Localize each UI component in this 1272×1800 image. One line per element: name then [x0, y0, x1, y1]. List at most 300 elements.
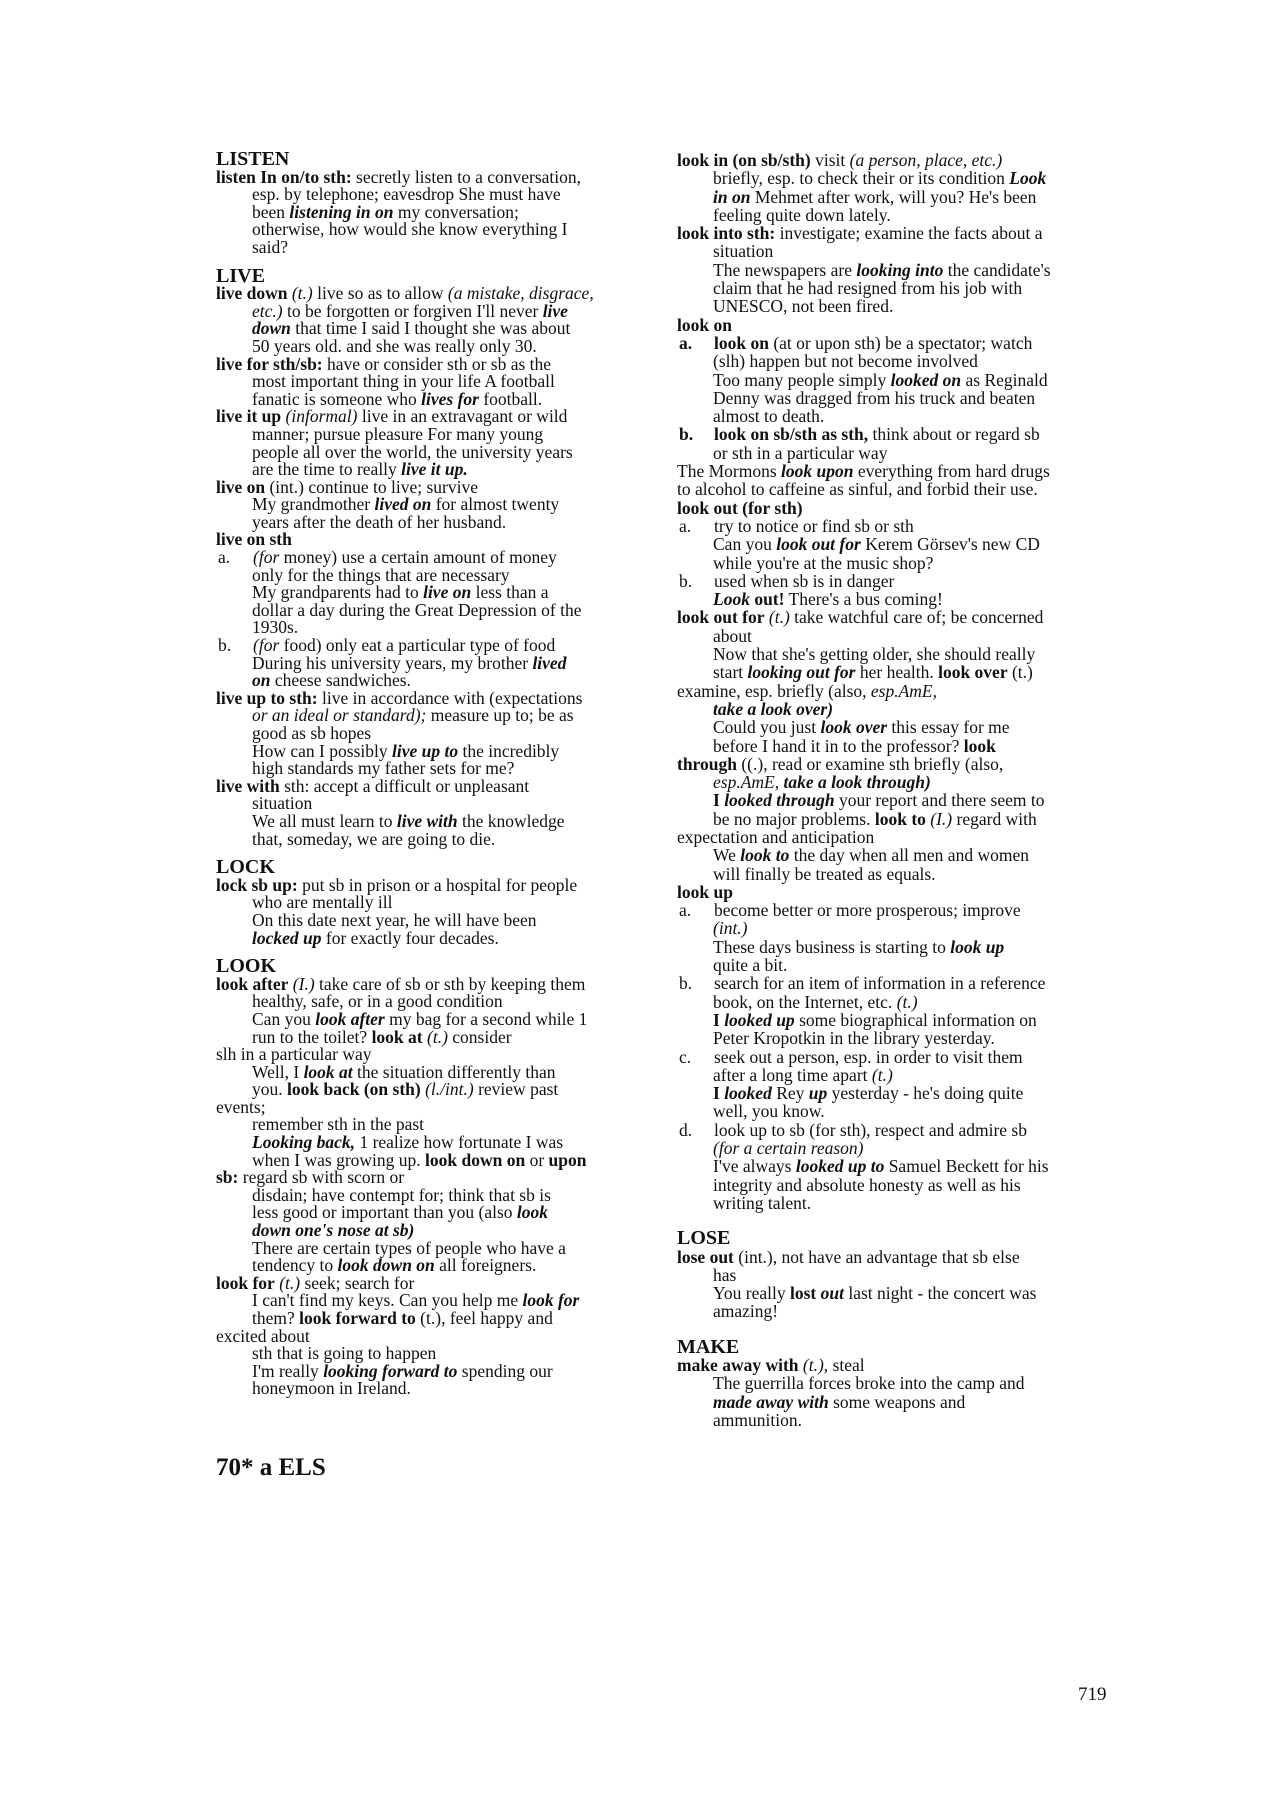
headword-text: look up — [677, 881, 733, 902]
body-text: seek; search for — [300, 1272, 415, 1293]
headword-text: look out for — [677, 607, 765, 628]
body-text: them? — [252, 1308, 300, 1328]
body-text: Too many people simply — [713, 369, 891, 390]
entry-line — [677, 1102, 1127, 1120]
body-text: healthy, safe, or in a good condition — [252, 991, 503, 1012]
entry-line — [677, 1011, 1127, 1029]
body-text: will finally be treated as equals. — [713, 863, 936, 884]
example-phrase: Look — [713, 589, 750, 610]
body-text: UNESCO, not been fired. — [713, 296, 894, 317]
entry-line — [216, 1081, 656, 1099]
entry-line — [677, 169, 1127, 187]
headword-text: look after — [216, 973, 289, 994]
entry-line — [677, 956, 1127, 974]
example-phrase: down — [252, 318, 291, 339]
body-text: sth: accept a difficult or unpleasant — [279, 775, 530, 796]
body-text: good as sb hopes — [252, 723, 372, 743]
example-phrase: look down on — [337, 1255, 435, 1276]
body-text: almost to death. — [713, 406, 825, 427]
body-text: events; — [216, 1096, 266, 1117]
italic-note: (t.) — [291, 283, 313, 304]
entry-line — [677, 700, 1127, 718]
body-text: tendency to — [252, 1255, 338, 1276]
entry-line — [677, 334, 1127, 352]
headword-text: look in (on sb/sth) — [677, 150, 811, 170]
entry-line — [677, 608, 1127, 626]
italic-note: (t.) — [427, 1026, 448, 1047]
body-text: high standards my father sets for me? — [252, 758, 515, 779]
entry-line — [677, 919, 1127, 937]
italic-note: (for — [253, 635, 280, 656]
body-text: everything from hard drugs — [853, 461, 1050, 482]
italic-note: (t.), — [802, 1355, 829, 1375]
entry-line — [677, 1374, 1127, 1392]
entry-line — [677, 682, 1127, 700]
headword-text: lost — [789, 1283, 817, 1304]
body-text: These days business is starting to — [713, 936, 951, 957]
entry-line — [677, 1302, 1127, 1320]
entry-line — [677, 535, 1127, 553]
headword-text: I — [713, 1009, 725, 1030]
body-text: for almost twenty — [431, 494, 560, 515]
body-text: otherwise, how would she know everything I — [252, 219, 568, 240]
entry-line — [677, 1139, 1127, 1157]
body-text: some weapons and — [828, 1391, 966, 1412]
body-text: integrity and absolute honesty as well as his — [713, 1174, 1021, 1195]
body-text: There are certain types of people who have a — [252, 1237, 566, 1258]
body-text: writing talent. — [713, 1192, 812, 1213]
entry-line — [677, 791, 1127, 809]
body-text: manner; pursue pleasure For many young — [252, 423, 544, 444]
headword-text: look at — [371, 1026, 423, 1047]
body-text: the incredibly — [458, 740, 560, 761]
body-text: your report and there seem to — [834, 790, 1045, 811]
headword-text: make away with — [677, 1355, 799, 1375]
body-text: take care of sb or sth by keeping them — [314, 973, 586, 994]
body-text: while you're at the music shop? — [713, 552, 934, 573]
headword-text: live on — [216, 476, 266, 497]
body-text: become better or more prosperous; improve — [714, 900, 1021, 921]
entry-line — [677, 554, 1127, 572]
body-text: most important thing in your life A football — [252, 371, 555, 392]
entry-line — [677, 810, 1127, 828]
entry-line — [216, 927, 656, 948]
entry-line — [677, 188, 1127, 206]
headword-text: live on sth — [216, 529, 292, 550]
example-phrase: look at — [303, 1061, 353, 1082]
italic-note: (t.) — [896, 991, 918, 1012]
body-text: that, someday, we are going to die. — [252, 828, 496, 849]
entry-line — [677, 1248, 1127, 1266]
headword-text: look — [963, 735, 996, 756]
headword-text: through — [677, 753, 737, 774]
sense-label: d. — [679, 1119, 693, 1140]
body-text: ammunition. — [713, 1409, 802, 1430]
body-text: 50 years old. and she was really only 30. — [252, 335, 537, 356]
example-phrase: look up — [950, 936, 1005, 957]
body-text: this essay for me — [887, 717, 1010, 738]
body-text: last night - the concert was — [843, 1283, 1037, 1304]
example-phrase: take a look through) — [783, 772, 931, 793]
body-text: honeymoon in Ireland. — [252, 1378, 411, 1399]
body-text: Can you — [713, 534, 777, 555]
headword-text: look on — [677, 314, 732, 335]
body-text: (int.) continue to live; survive — [265, 476, 478, 497]
italic-note: etc.) — [252, 300, 283, 321]
sense-label: a. — [679, 515, 692, 536]
body-text: or sth in a particular way — [713, 442, 888, 463]
example-phrase: in on — [713, 186, 751, 207]
italic-note: (I.) — [292, 973, 315, 994]
entry-line — [677, 1266, 1127, 1284]
section-heading — [677, 1335, 1127, 1358]
body-text: LOCK — [216, 856, 275, 879]
body-text: My grandmother — [252, 494, 375, 515]
italic-note: (informal) — [285, 406, 358, 427]
entry-line — [677, 974, 1127, 992]
body-text: start — [713, 662, 748, 683]
entry-line — [677, 1029, 1127, 1047]
example-phrase: look upon — [781, 461, 854, 482]
example-phrase: looked through — [724, 790, 835, 811]
headword-text: live for sth/sb: — [216, 353, 323, 374]
entry-line — [677, 865, 1127, 883]
headword-text: live up to sth: — [216, 687, 318, 708]
body-text: We — [713, 845, 741, 866]
entry-line — [677, 883, 1127, 901]
entry-line — [677, 1157, 1127, 1175]
entry-line — [677, 279, 1127, 297]
body-text: spending our — [457, 1360, 553, 1381]
body-text: food) only eat a particular type of food — [279, 635, 556, 656]
example-phrase: take a look over) — [713, 698, 834, 719]
body-text: Mehmet after work, will you? He's been — [750, 186, 1037, 207]
sense-label: b. — [679, 570, 693, 591]
body-text: run to the toilet? — [252, 1026, 372, 1047]
body-text: visit — [810, 150, 850, 170]
body-text: seek out a person, esp. in order to visit them — [714, 1046, 1023, 1067]
body-text: remember sth in the past — [252, 1114, 425, 1135]
entry-line — [216, 828, 656, 849]
body-text: Well, I — [252, 1061, 304, 1082]
page-number: 719 — [1078, 1684, 1107, 1705]
entry-line — [677, 846, 1127, 864]
body-text: briefly, esp. to check their or its condition — [713, 168, 1010, 189]
headword-text: live with — [216, 775, 280, 796]
example-phrase: look for — [522, 1290, 580, 1311]
body-text: regard sb with scorn or — [238, 1167, 405, 1188]
entry-line — [677, 755, 1127, 773]
body-text: live in accordance with (expectations — [317, 687, 583, 708]
body-text: sth that is going to happen — [252, 1343, 437, 1364]
body-text: be no major problems. — [713, 808, 875, 829]
headword-text: look to — [874, 808, 926, 829]
example-phrase: look — [516, 1202, 549, 1223]
body-text: I've always — [713, 1156, 796, 1177]
body-text: to alcohol to caffeine as sinful, and forbid their use. — [677, 479, 1038, 500]
example-phrase: listening in on — [289, 201, 394, 222]
entry-line — [677, 572, 1127, 590]
entry-line — [677, 480, 1127, 498]
example-phrase: live it up. — [401, 459, 468, 480]
entry-line — [677, 499, 1127, 517]
body-text: used when sb is in danger — [714, 570, 895, 591]
entry-line — [677, 407, 1127, 425]
example-phrase: lived — [532, 652, 567, 673]
example-phrase: out — [820, 1283, 844, 1304]
body-text: expectation and anticipation — [677, 826, 875, 847]
left-column — [216, 148, 656, 1399]
entry-line — [677, 1411, 1127, 1429]
italic-note: esp.AmE, — [713, 772, 784, 793]
example-phrase: on — [252, 670, 271, 691]
body-text: Could you just — [713, 717, 821, 738]
body-text: 1930s. — [252, 617, 299, 638]
headword-text: I — [713, 1083, 725, 1104]
body-text: the situation differently than — [352, 1061, 556, 1082]
body-text: situation — [252, 793, 313, 814]
example-phrase: live on — [423, 582, 472, 603]
entry-line — [677, 718, 1127, 736]
body-text: claim that he had resigned from his job with — [713, 278, 1023, 299]
headword-text: listen In on/to sth: — [216, 166, 352, 187]
body-text: the day when all men and women — [789, 845, 1029, 866]
body-text: (t.) — [1007, 662, 1033, 683]
headword-text: live down — [216, 283, 288, 304]
entry-line — [677, 297, 1127, 315]
entry-line — [677, 1284, 1127, 1302]
sense-label: b. — [679, 973, 693, 994]
body-text: On this date next year, he will have been — [252, 909, 537, 930]
body-text: There's a bus coming! — [784, 589, 943, 610]
example-phrase: looking forward to — [323, 1360, 458, 1381]
body-text: after a long time apart — [713, 1064, 872, 1085]
body-text: fanatic is someone who — [252, 388, 422, 409]
example-phrase: looked on — [890, 369, 962, 390]
headword-text: lose out — [677, 1246, 734, 1267]
body-text: live so as to allow — [312, 283, 448, 304]
body-text: live in an extravagant or wild — [357, 406, 568, 427]
body-text: excited about — [216, 1325, 310, 1346]
body-text: Can you — [252, 1008, 316, 1029]
body-text: when I was growing up. — [252, 1149, 426, 1170]
entry-line — [677, 828, 1127, 846]
entry-line — [677, 1121, 1127, 1139]
body-text: review past — [473, 1079, 559, 1100]
example-phrase: live up to — [391, 740, 459, 761]
example-phrase: look to — [740, 845, 790, 866]
body-text: I'm really — [252, 1360, 324, 1381]
body-text: How can I possibly — [252, 740, 392, 761]
body-text: have or consider sth or sb as the — [322, 353, 552, 374]
body-text: situation — [713, 241, 774, 262]
entry-line — [677, 517, 1127, 535]
body-text: the candidate's — [943, 259, 1051, 280]
body-text: before I hand it in to the professor? — [713, 735, 964, 756]
italic-note: (t.) — [279, 1272, 301, 1293]
example-phrase: live — [542, 300, 568, 321]
body-text: are the time to really — [252, 459, 402, 480]
italic-note: (t.) — [768, 607, 790, 628]
body-text: slh in a particular way — [216, 1044, 372, 1065]
body-text: ((.), read or examine sth briefly (also, — [736, 753, 1004, 774]
body-text: steal — [828, 1355, 865, 1375]
body-text: some biographical information on — [794, 1009, 1037, 1030]
body-text: years after the death of her husband. — [252, 511, 507, 532]
entry-line — [677, 1356, 1127, 1374]
entry-line — [677, 425, 1127, 443]
body-text: esp. by telephone; eavesdrop She must have — [252, 184, 561, 205]
body-text: the knowledge — [457, 810, 565, 831]
entry-line — [677, 938, 1127, 956]
example-phrase: Look — [1009, 168, 1047, 189]
entry-line — [677, 773, 1127, 791]
body-text: who are mentally ill — [252, 892, 393, 913]
italic-note: or an ideal or standard); — [252, 705, 427, 726]
entry-line — [216, 1380, 656, 1398]
body-text: examine, esp. briefly (also, — [677, 680, 871, 701]
entry-line — [677, 261, 1127, 279]
body-text: money) use a certain amount of money — [279, 547, 557, 568]
sense-label: a. — [679, 332, 693, 353]
entry-line — [677, 352, 1127, 370]
entry-line — [677, 444, 1127, 462]
body-text: has — [713, 1264, 737, 1285]
italic-note: esp.AmE, — [870, 680, 938, 701]
body-text: that time I said I thought she was about — [290, 318, 571, 339]
body-text: well, you know. — [713, 1101, 825, 1122]
body-text: said? — [252, 236, 288, 257]
entry-line — [677, 1048, 1127, 1066]
body-text: or — [525, 1149, 549, 1170]
body-text: (t.), feel happy and — [415, 1308, 553, 1328]
example-phrase: looked up — [724, 1009, 795, 1030]
headword-text: look into sth: — [677, 223, 776, 244]
body-text: consider — [447, 1026, 512, 1047]
body-text: regard with — [952, 808, 1037, 829]
body-text: Now that she's getting older, she should really — [713, 644, 1036, 665]
sense-label: a. — [218, 547, 231, 568]
italic-note: (t.) — [871, 1064, 893, 1085]
headword-text: look on sb/sth as sth, — [714, 424, 869, 445]
body-text: During his university years, my brother — [252, 652, 533, 673]
body-text: Samuel Beckett for his — [884, 1156, 1049, 1177]
body-text: all foreigners. — [434, 1255, 537, 1276]
entry-line — [677, 1084, 1127, 1102]
body-text: LOSE — [677, 1227, 731, 1250]
entry-line — [677, 737, 1127, 755]
italic-note: (int.) — [713, 918, 748, 939]
body-text: secretly listen to a conversation, — [351, 166, 582, 187]
body-text: try to notice or find sb or sth — [714, 515, 914, 536]
body-text: her health. — [855, 662, 939, 683]
entry-line — [677, 993, 1127, 1011]
body-text: take watchful care of; be concerned — [789, 607, 1044, 628]
italic-note: (I.) — [930, 808, 953, 829]
headword-text: I — [713, 790, 725, 811]
italic-note: (a person, place, etc.) — [849, 150, 1003, 170]
entry-line — [677, 224, 1127, 242]
body-text: put sb in prison or a hospital for people — [297, 874, 578, 895]
section-heading — [677, 1227, 1127, 1250]
body-text: feeling quite down lately. — [713, 204, 891, 225]
entry-line — [677, 1393, 1127, 1411]
example-phrase: down one's nose at sb) — [252, 1220, 415, 1241]
example-phrase: look after — [315, 1008, 385, 1029]
body-text: The Mormons — [677, 461, 782, 482]
headword-text: live it up — [216, 406, 282, 427]
headword-text: look over — [938, 662, 1008, 683]
body-text: to be forgotten or forgiven I'll never — [282, 300, 543, 321]
body-text: amazing! — [713, 1301, 779, 1322]
entry-line — [677, 627, 1127, 645]
body-text: I can't find my keys. Can you help me — [252, 1290, 523, 1311]
entry-line — [677, 590, 1127, 608]
entry-line — [677, 389, 1127, 407]
body-text: less than a — [471, 582, 549, 603]
entry-line — [677, 645, 1127, 663]
body-text: MAKE — [677, 1335, 740, 1358]
footer-title: 70* a ELS — [216, 1454, 326, 1481]
body-text: dollar a day during the Great Depression of the — [252, 599, 582, 620]
entry-line — [677, 1176, 1127, 1194]
body-text: book, on the Internet, etc. — [713, 991, 897, 1012]
body-text: my bag for a second while 1 — [384, 1008, 588, 1029]
body-text: been — [252, 201, 290, 222]
body-text: my conversation; — [393, 201, 519, 222]
headword-text: look for — [216, 1272, 275, 1293]
body-text: quite a bit. — [713, 955, 788, 976]
example-phrase: live with — [396, 810, 458, 831]
sense-label: c. — [679, 1046, 692, 1067]
body-text: measure up to; be as — [426, 705, 574, 726]
right-column — [677, 151, 1127, 1429]
example-phrase: locked up — [252, 927, 322, 948]
example-phrase: look over — [820, 717, 888, 738]
example-phrase: looked up to — [795, 1156, 885, 1177]
headword-text: out! — [754, 589, 785, 610]
entry-line — [677, 242, 1127, 260]
example-phrase: lived on — [374, 494, 432, 515]
body-text: think about or regard sb — [868, 424, 1040, 445]
body-text: The guerrilla forces broke into the camp and — [713, 1373, 1025, 1394]
italic-note: (a mistake, disgrace, — [447, 283, 594, 304]
example-phrase: Looking back, — [252, 1132, 356, 1153]
body-text: Kerem Görsev's new CD — [860, 534, 1040, 555]
body-text: (int.), not have an advantage that sb else — [733, 1246, 1020, 1267]
entry-line — [677, 1066, 1127, 1084]
italic-note: (for a certain reason) — [713, 1138, 864, 1159]
example-phrase: look out for — [776, 534, 861, 555]
body-text: disdain; have contempt for; think that sb is — [252, 1184, 551, 1205]
entry-line — [677, 1194, 1127, 1212]
headword-text: look out (for sth) — [677, 497, 803, 518]
example-phrase: lives for — [421, 388, 479, 409]
body-text: search for an item of information in a reference — [714, 973, 1046, 994]
headword-text: look on — [714, 332, 769, 353]
body-text: you. — [252, 1079, 287, 1100]
entry-line — [677, 462, 1127, 480]
entry-line — [677, 316, 1127, 334]
sense-label: b. — [218, 635, 232, 656]
headword-text: lock sb up: — [216, 874, 298, 895]
body-text: (slh) happen but not become involved — [713, 351, 978, 372]
entry-line — [216, 236, 656, 257]
body-text: The newspapers are — [713, 259, 857, 280]
headword-text: look back (on sth) — [287, 1079, 421, 1100]
body-text: people all over the world, the university years — [252, 441, 573, 462]
sense-label: b. — [679, 424, 694, 445]
